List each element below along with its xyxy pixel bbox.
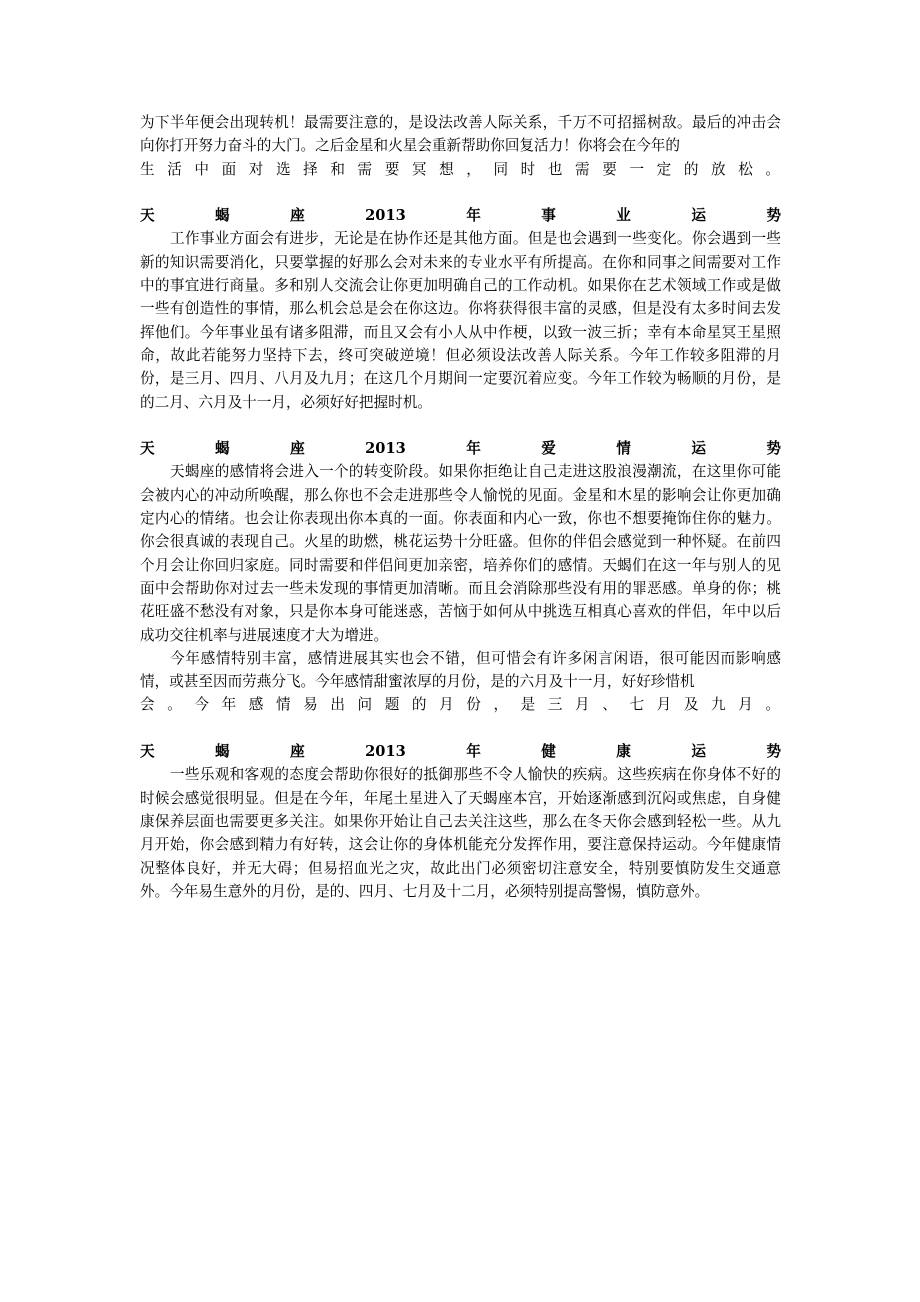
heading-char: 座 (290, 440, 305, 458)
section-heading-career (140, 204, 781, 227)
heading-char: 天 (140, 207, 155, 225)
heading-char: 势 (766, 743, 781, 761)
heading-char: 势 (766, 207, 781, 225)
heading-char: 运 (691, 440, 706, 458)
heading-char: 运 (691, 743, 706, 761)
intro-last-line: 生活中面对选择和需要冥想，同时也需要一定的放松。 (140, 160, 781, 178)
career-paragraph: 工作事业方面会有进步，无论是在协作还是其他方面。但是也会遇到一些变化。你会遇到一些新的知识需要消化，只要掌握的好那么会对未来的专业水平有所提高。在你和同事之间需要对工作中的事宜进行商量。多和别人交流会让你更加明确自己的工作动机。如果你在艺术领域工作或是做一些有创造性的事情，那么机会总是会在你这边。你将获得很丰富的灵感，但是没有太多时间去发挥他们。今年事业虽有诸多阻滞，而且又会有小人从中作梗，以致一波三折；幸有本命星冥王星照命，故此若能努力坚持下去，终可突破逆境！但必须设法改善人际关系。今年工作较多阻滞的月份，是三月、四月、八月及九月；在这几个月期间一定要沉着应变。今年工作较为畅顺的月份，是的二月、六月及十一月，必须好好把握时机。 (140, 230, 781, 411)
spacer (140, 181, 781, 204)
heading-char: 天 (140, 743, 155, 761)
heading-char: 年 (466, 207, 481, 225)
heading-char: 蝎 (215, 440, 230, 458)
section-heading-health (140, 740, 781, 763)
heading-char: 座 (290, 743, 305, 761)
health-paragraph: 一些乐观和客观的态度会帮助你很好的抵御那些不令人愉快的疾病。这些疾病在你身体不好的时候会感觉很明显。但是在今年，年尾土星进入了天蝎座本宫，开始逐渐感到沉闷或焦虑，自身健康保养层面也需要更多关注。如果你开始让自己去关注这些，那么在冬天你会感到轻松一些。从九月开始，你会感到精力有好转，这会让你的身体机能充分发挥作用，要注意保持运动。今年健康情况整体良好，并无大碍；但易招血光之灾，故此出门必须密切注意安全，特别要慎防发生交通意外。今年易生意外的月份，是的、四月、七月及十二月，必须特别提高警惕，慎防意外。 (140, 766, 781, 900)
spacer (140, 717, 781, 740)
spacer (140, 414, 781, 437)
love-paragraph-1: 天蝎座的感情将会进入一个的转变阶段。如果你拒绝让自己走进这股浪漫潮流，在这里你可能会被内心的冲动所唤醒，那么你也不会走进那些令人愉悦的见面。金星和木星的影响会让你更加确定内心的情绪。也会让你表现出你本真的一面。你表面和内心一致，你也不想要掩饰住你的魅力。你会很真诚的表现自己。火星的助燃，桃花运势十分旺盛。但你的伴侣会感觉到一种怀疑。在前四个月会让你回归家庭。同时需要和伴侣间更加亲密，培养你们的感情。天蝎们在这一年与别人的见面中会帮助你对过去一些未发现的事情更加清晰。而且会消除那些没有用的罪恶感。单身的你；桃花旺盛不愁没有对象，只是你本身可能迷惑，苦恼于如何从中挑选互相真心喜欢的伴侣，年中以后成功交往机率与进展速度才大为增进。 (140, 463, 781, 644)
heading-char: 年 (466, 440, 481, 458)
heading-char: 爱 (541, 440, 556, 458)
heading-char: 业 (616, 207, 631, 225)
heading-char: 2013 (365, 207, 406, 225)
heading-char: 蝎 (215, 207, 230, 225)
document-page (140, 111, 781, 903)
section-heading-love (140, 437, 781, 460)
heading-char: 天 (140, 440, 155, 458)
love-paragraph-2-last-line: 会。今年感情易出问题的月份，是三月、七月及九月。 (140, 696, 781, 714)
heading-char: 势 (766, 440, 781, 458)
heading-char: 2013 (365, 440, 406, 458)
heading-char: 座 (290, 207, 305, 225)
heading-char: 蝎 (215, 743, 230, 761)
heading-char: 康 (616, 743, 631, 761)
heading-char: 健 (541, 743, 556, 761)
heading-char: 运 (691, 207, 706, 225)
heading-char: 年 (466, 743, 481, 761)
intro-paragraph: 为下半年便会出现转机！最需要注意的，是设法改善人际关系，千万不可招摇树敌。最后的冲击会向你打开努力奋斗的大门。之后金星和火星会重新帮助你回复活力！你将会在今年的 (140, 114, 781, 155)
heading-char: 情 (616, 440, 631, 458)
love-paragraph-2: 今年感情特别丰富，感情进展其实也会不错，但可惜会有许多闲言闲语，很可能因而影响感情，或甚至因而劳燕分飞。今年感情甜蜜浓厚的月份，是的六月及十一月，好好珍惜机 (140, 649, 781, 691)
heading-char: 事 (541, 207, 556, 225)
heading-char: 2013 (365, 743, 406, 761)
